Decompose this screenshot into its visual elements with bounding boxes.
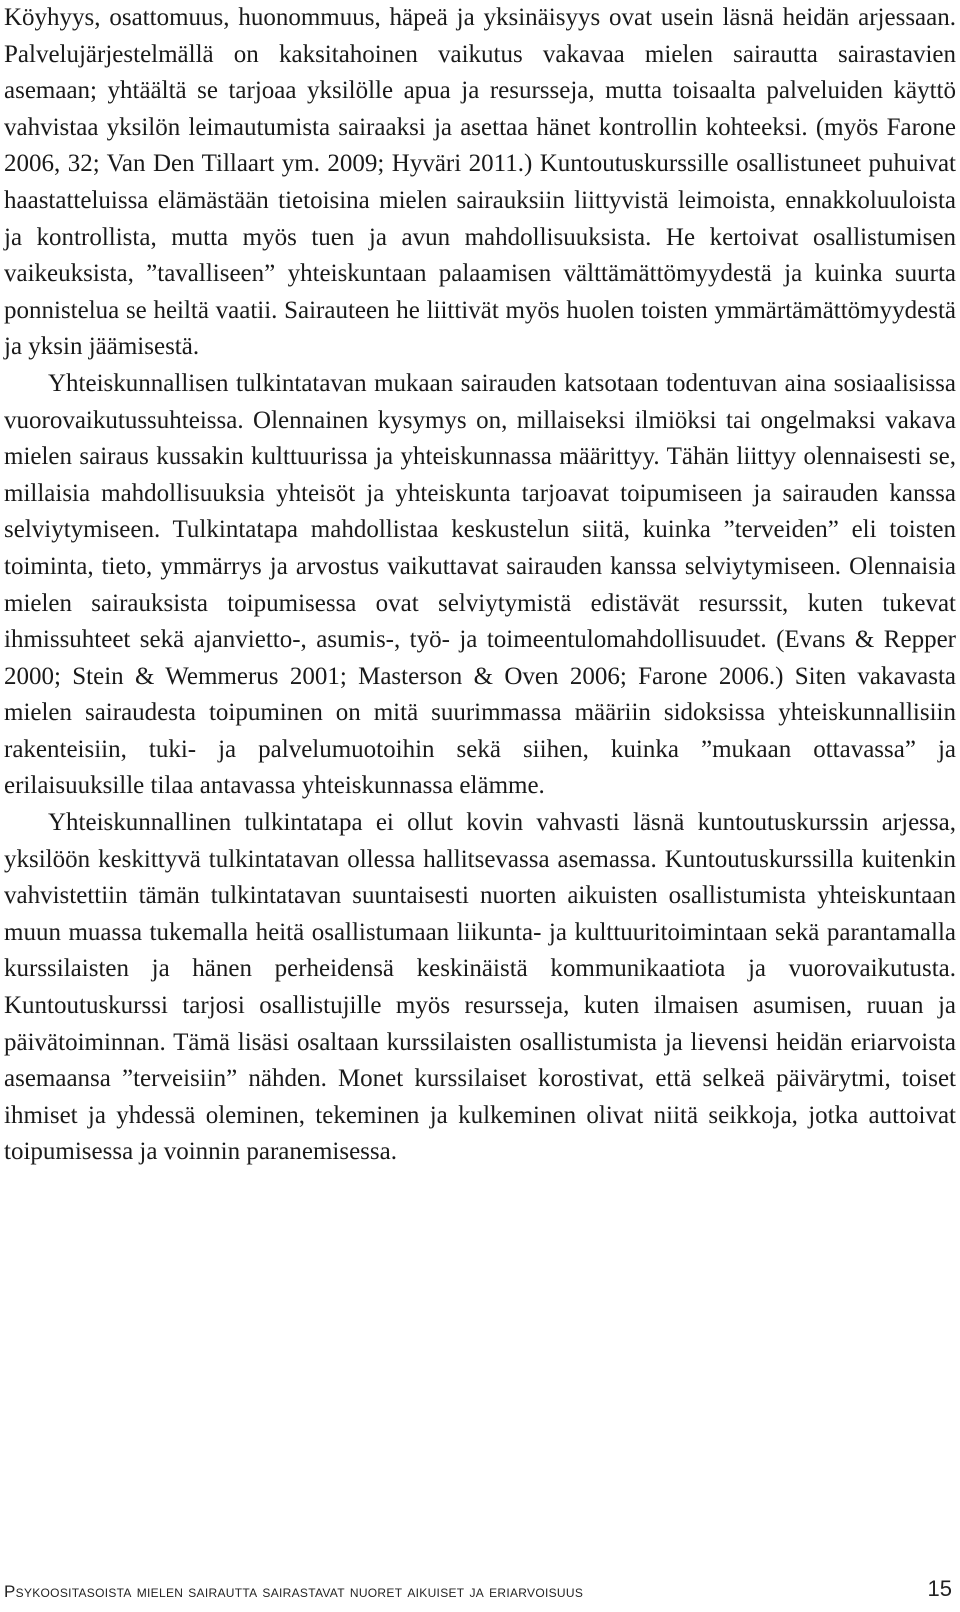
paragraph-3: Yhteiskunnallinen tulkintatapa ei ollut kovin vahvasti läsnä kuntoutuskurssin arjessa, yksilöön keskittyvä tulkintatavan ollessa hallitsevassa asemassa. Kuntoutuskurssilla kuitenkin vahvistettiin tämän tulkintatavan suuntaisesti nuorten aikuisten osallistumista yhteiskuntaan muun muassa tukemalla heitä osallistumaan liikunta- ja kulttuuritoimintaan sekä parantamalla kurssilaisten ja hänen perheidensä keskinäistä kommunikaatiota ja vuorovaikutusta. Kuntoutuskurssi tarjosi osallistujille myös resursseja, kuten ilmaisen asumisen, ruuan ja päivätoiminnan. Tämä lisäsi osaltaan kurssilaisten osallistumista ja lievensi heidän eriarvoista asemaansa ”terveisiin” nähden. Monet kurssilaiset korostivat, että selkeä päivärytmi, toiset ihmiset ja yhdessä oleminen, tekeminen ja kulkeminen olivat niitä seikkoja, jotka auttoivat toipumisessa ja voinnin paranemisessa.: [4, 809, 956, 1166]
page-number: 15: [927, 1576, 952, 1601]
page-body: [4, 0, 956, 1171]
running-title: Psykoositasoista mielen sairautta sairastavat nuoret aikuiset ja eriarvoisuus: [4, 1582, 584, 1601]
page-footer: [4, 1568, 952, 1602]
paragraph-2: Yhteiskunnallisen tulkintatavan mukaan sairauden katsotaan todentuvan aina sosiaalisissa vuorovaikutussuhteissa. Olennainen kysymys on, millaiseksi ilmiöksi tai ongelmaksi vakava mielen sairaus kussakin kulttuurissa ja yhteiskunnassa määrittyy. Tähän liittyy olennaisesti se, millaisia mahdollisuuksia yhteisöt ja yhteiskunta tarjoavat toipumiseen ja sairauden kanssa selviytymiseen. Tulkintatapa mahdollistaa keskustelun siitä, kuinka ”terveiden” eli toisten toiminta, tieto, ymmärrys ja arvostus vaikuttavat sairauden kanssa selviytymiseen. Olennaisia mielen sairauksista toipumisessa ovat selviytymistä edistävät resurssit, kuten tukevat ihmissuhteet sekä ajanvietto-, asumis-, työ- ja toimeentulomahdollisuudet. (Evans & Repper 2000; Stein & Wemmerus 2001; Masterson & Oven 2006; Farone 2006.) Siten vakavasta mielen sairaudesta toipuminen on mitä suurimmassa määriin sidoksissa yhteiskunnallisiin rakenteisiin, tuki- ja palvelumuotoihin sekä siihen, kuinka ”mukaan ottavassa” ja erilaisuuksille tilaa antavassa yhteiskunnassa elämme.: [4, 369, 956, 800]
paragraph-1: Köyhyys, osattomuus, huonommuus, häpeä ja yksinäisyys ovat usein läsnä heidän arjessaan. Palvelujärjestelmällä on kaksitahoinen vaikutus vakavaa mielen sairautta sairastavien asemaan; yhtäältä se tarjoaa yksilölle apua ja resursseja, mutta toisaalta palveluiden käyttö vahvistaa yksilön leimautumista sairaaksi ja asettaa hänet kontrollin kohteeksi. (myös Farone 2006, 32; Van Den Tillaart ym. 2009; Hyväri 2011.) Kuntoutuskurssille osallistuneet puhuivat haastatteluissa elämästään tietoisina mielen sairauksiin liittyvistä leimoista, ennakkoluuloista ja kontrollista, mutta myös tuen ja avun mahdollisuuksista. He kertoivat osallistumisen vaikeuksista, ”tavalliseen” yhteiskuntaan palaamisen välttämättömyydestä ja kuinka suurta ponnistelua se heiltä vaatii. Sairauteen he liittivät myös huolen toisten ymmärtämättömyydestä ja yksin jäämisestä.: [4, 4, 956, 361]
